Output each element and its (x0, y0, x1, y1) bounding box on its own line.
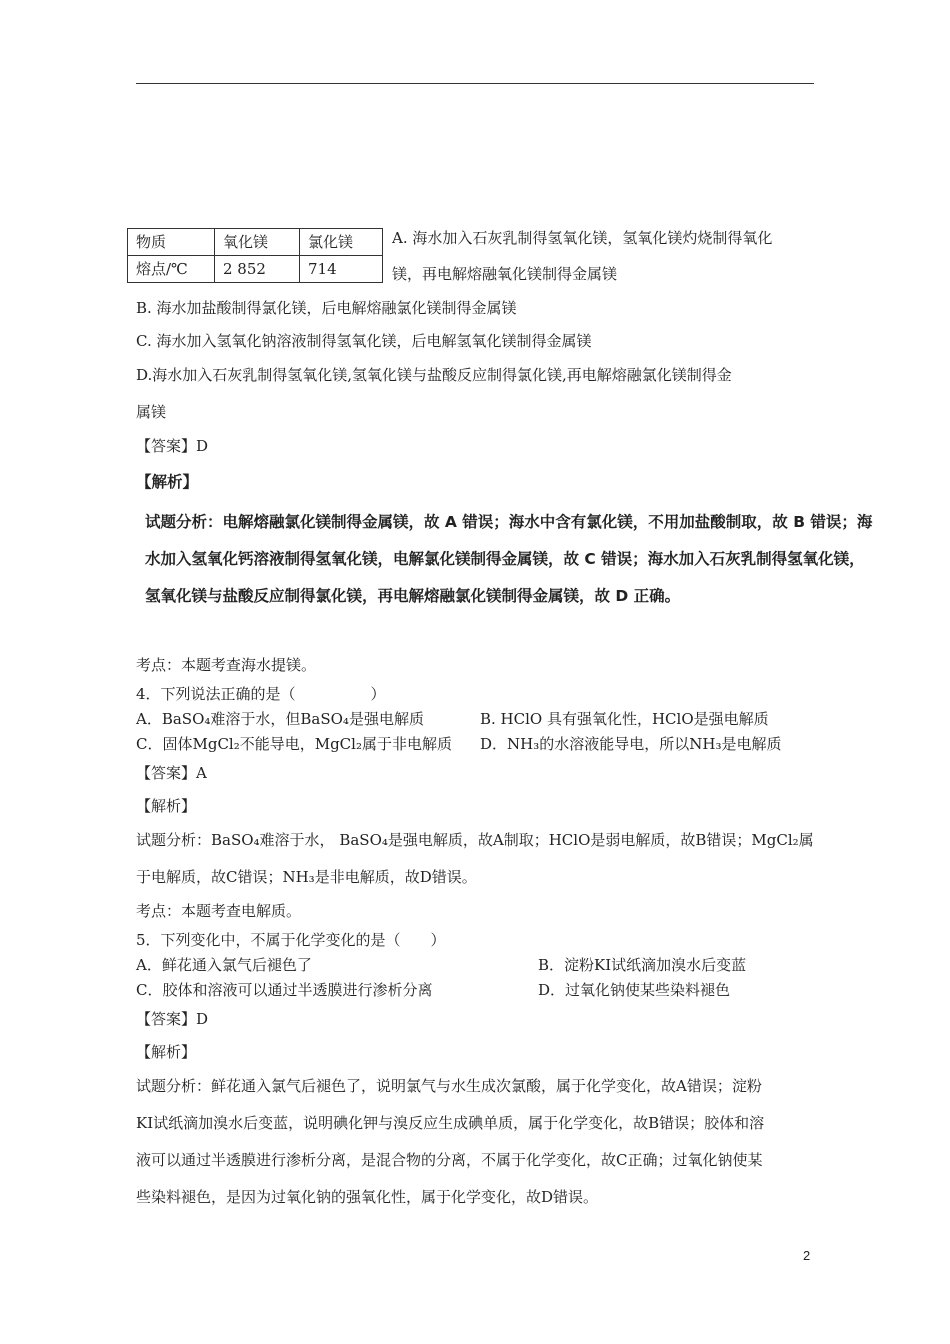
table-cell: 熔点/℃ (128, 256, 215, 283)
q3-option-b: B. 海水加盐酸制得氯化镁，后电解熔融氯化镁制得金属镁 (136, 299, 517, 317)
q4-option-b: B. HClO 具有强氧化性，HClO是强电解质 (480, 710, 769, 728)
q3-option-a-line2: 镁，再电解熔融氧化镁制得金属镁 (392, 265, 618, 283)
q3-option-a-line1: A. 海水加入石灰乳制得氢氧化镁，氢氧化镁灼烧制得氧化 (392, 229, 773, 247)
q3-analysis-title: 【解析】 (136, 473, 199, 491)
q3-answer: 【答案】D (136, 437, 209, 455)
q4-analysis-title: 【解析】 (136, 797, 197, 815)
q4-option-c: C．固体MgCl₂不能导电，MgCl₂属于非电解质 (136, 735, 452, 753)
q4-analysis-line2: 于电解质，故C错误；NH₃是非电解质，故D错误。 (136, 868, 477, 886)
q3-option-c: C. 海水加入氢氧化钠溶液制得氢氧化镁，后电解氢氧化镁制得金属镁 (136, 332, 592, 350)
q4-stem: 4．下列说法正确的是（ ） (136, 685, 386, 703)
table-cell: 氯化镁 (300, 229, 383, 256)
q3-analysis-line1: 试题分析：电解熔融氯化镁制得金属镁，故 A 错误；海水中含有氯化镁，不用加盐酸制取，故 B 错误；海 (145, 513, 873, 531)
table-cell: 2 852 (215, 256, 300, 283)
q3-option-d-line1: D.海水加入石灰乳制得氢氧化镁,氢氧化镁与盐酸反应制得氯化镁,再电解熔融氯化镁制得金 (136, 366, 732, 384)
q5-analysis-line2: KI试纸滴加溴水后变蓝，说明碘化钾与溴反应生成碘单质，属于化学变化，故B错误；胶体和溶 (136, 1114, 765, 1132)
q4-test-point: 考点：本题考查电解质。 (136, 902, 302, 920)
q5-analysis-line1: 试题分析：鲜花通入氯气后褪色了，说明氯气与水生成次氯酸，属于化学变化，故A错误；淀粉 (136, 1077, 762, 1095)
q3-analysis-line3: 氢氧化镁与盐酸反应制得氯化镁，再电解熔融氯化镁制得金属镁，故 D 正确。 (145, 587, 681, 605)
q5-option-c: C．胶体和溶液可以通过半透膜进行渗析分离 (136, 981, 433, 999)
q3-analysis-line2: 水加入氢氧化钙溶液制得氢氧化镁，电解氯化镁制得金属镁，故 C 错误；海水加入石灰乳制得氢氧化镁， (145, 550, 865, 568)
q5-analysis-line3: 液可以通过半透膜进行渗析分离，是混合物的分离，不属于化学变化，故C正确；过氧化钠使某 (136, 1151, 763, 1169)
q5-option-d: D．过氧化钠使某些染料褪色 (538, 981, 731, 999)
page-number: 2 (803, 1248, 811, 1263)
q5-option-b: B．淀粉KI试纸滴加溴水后变蓝 (538, 956, 747, 974)
table-cell: 714 (300, 256, 383, 283)
table-row (128, 229, 383, 256)
q3-option-d-line2: 属镁 (136, 403, 167, 421)
table-cell: 氧化镁 (215, 229, 300, 256)
table-cell: 物质 (128, 229, 215, 256)
melting-point-table (127, 228, 383, 283)
q4-analysis-line1: 试题分析：BaSO₄难溶于水， BaSO₄是强电解质，故A制取；HClO是弱电解质，故B错误；MgCl₂属 (136, 831, 814, 849)
q4-option-a: A．BaSO₄难溶于水，但BaSO₄是强电解质 (136, 710, 424, 728)
q4-answer: 【答案】A (136, 764, 207, 782)
q5-analysis-title: 【解析】 (136, 1043, 197, 1061)
q5-answer: 【答案】D (136, 1010, 209, 1028)
q3-test-point: 考点：本题考查海水提镁。 (136, 656, 317, 674)
q5-option-a: A．鲜花通入氯气后褪色了 (136, 956, 312, 974)
header-rule (136, 83, 814, 84)
q5-analysis-line4: 些染料褪色，是因为过氧化钠的强氧化性，属于化学变化，故D错误。 (136, 1188, 599, 1206)
q5-stem: 5．下列变化中，不属于化学变化的是（ ） (136, 931, 446, 949)
q4-option-d: D．NH₃的水溶液能导电，所以NH₃是电解质 (480, 735, 782, 753)
table-row (128, 256, 383, 283)
